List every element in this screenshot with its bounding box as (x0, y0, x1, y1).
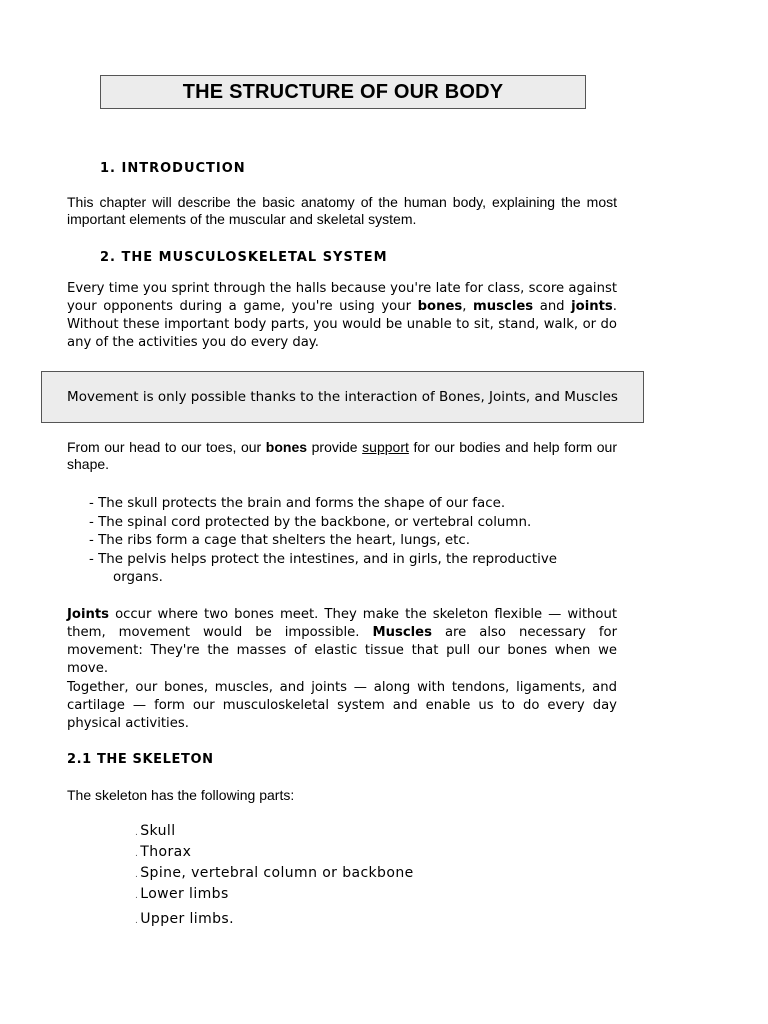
p3-text-a: occur where two bones meet. They make the skeleton flexible — without them, movement would be impossible. (67, 607, 617, 640)
list-item (135, 864, 414, 885)
list-item: - The spinal cord protected by the backbone, or vertebral column. (89, 514, 532, 530)
together-paragraph: Together, our bones, muscles, and joints — along with tendons, ligaments, and cartilage — form our musculoskeletal system and enable us to do every day physical activities. (67, 680, 617, 731)
p3-text-b: are also necessary for movement: They're the masses of elastic tissue that pull our bones when we move. (67, 625, 617, 676)
p3-muscles: Muscles (372, 625, 432, 640)
musculoskeletal-paragraph-1 (67, 280, 617, 352)
joints-muscles-paragraph (67, 606, 617, 678)
part-label: Thorax (140, 844, 192, 860)
bullet-dot-icon: . (135, 849, 139, 859)
list-item-text: - The pelvis helps protect the intestines, and in girls, the reproductive (89, 551, 558, 567)
callout-text: Movement is only possible thanks to the interaction of Bones, Joints, and Muscles (67, 388, 618, 405)
list-item (135, 822, 414, 843)
p1-joints: joints (571, 299, 613, 314)
part-label: Upper limbs. (140, 911, 234, 927)
skeleton-parts-list (135, 822, 414, 931)
document-title: THE STRUCTURE OF OUR BODY (182, 80, 504, 103)
p3-joints: Joints (67, 607, 110, 622)
heading-musculoskeletal: 2. THE MUSCULOSKELETAL SYSTEM (100, 250, 388, 265)
p2-support: support (362, 439, 409, 455)
list-item (135, 910, 414, 931)
list-item: - The ribs form a cage that shelters the heart, lungs, etc. (89, 533, 471, 548)
bullet-dot-icon: . (135, 891, 139, 901)
p2-text-a: From our head to our toes, our (67, 439, 266, 455)
p1-text-a: Every time you sprint through the halls because you're late for class, score against your opponents during a game, you're using your (67, 281, 617, 314)
list-item (135, 843, 414, 864)
bones-paragraph (67, 439, 617, 473)
p1-muscles: muscles (473, 299, 534, 314)
p2-text-b: provide (307, 439, 363, 455)
p1-text-b: . Without these important body parts, you would be unable to sit, stand, walk, or do any of the activities you do every day. (67, 299, 617, 350)
intro-paragraph: This chapter will describe the basic anatomy of the human body, explaining the most important elements of the muscular and skeletal system. (67, 194, 617, 227)
part-label: Spine, vertebral column or backbone (140, 865, 414, 881)
list-item-continuation: organs. (113, 570, 163, 585)
bullet-dot-icon: . (135, 828, 139, 838)
part-label: Skull (140, 823, 176, 839)
part-label: Lower limbs (140, 886, 229, 902)
p2-bones: bones (265, 439, 308, 455)
p1-comma: , (462, 299, 474, 314)
list-item: - The skull protects the brain and forms the shape of our face. (89, 496, 506, 511)
bullet-dot-icon: . (135, 916, 139, 926)
bones-bullet-list (89, 495, 557, 588)
callout-box (41, 371, 644, 423)
list-item (135, 885, 414, 906)
skeleton-intro: The skeleton has the following parts: (67, 787, 295, 803)
bullet-dot-icon: . (135, 870, 139, 880)
heading-introduction: 1. INTRODUCTION (100, 161, 246, 176)
p1-and: and (533, 299, 572, 314)
p1-bones: bones (417, 299, 463, 314)
p2-text-c: for our bodies and help form our shape. (67, 439, 618, 472)
list-item (89, 551, 557, 588)
title-box (100, 75, 586, 109)
heading-skeleton: 2.1 THE SKELETON (67, 752, 214, 767)
